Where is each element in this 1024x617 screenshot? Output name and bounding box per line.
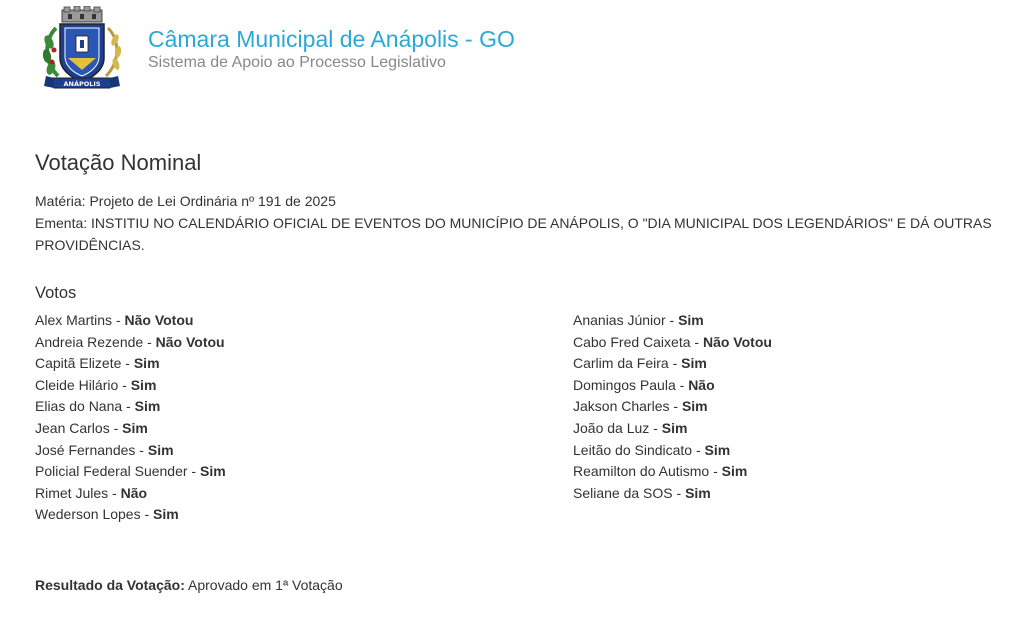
vote-separator: - [122, 398, 135, 415]
vote-separator: - [140, 506, 154, 523]
vote-item [573, 375, 1003, 397]
vote-item [573, 461, 1003, 483]
vote-value: Sim [122, 419, 148, 436]
vote-value: Não Votou [155, 333, 225, 350]
brand [148, 26, 515, 72]
coat-of-arms-logo[interactable] [36, 6, 128, 94]
voter-name: João da Luz [573, 419, 650, 436]
vote-item [35, 418, 573, 440]
voting-result [35, 575, 1005, 595]
voter-name: Domingos Paula [573, 376, 676, 393]
vote-value: Sim [199, 463, 226, 480]
vote-separator: - [108, 484, 121, 501]
vote-value: Sim [130, 376, 157, 393]
vote-separator: - [690, 333, 703, 350]
vote-value: Sim [153, 506, 179, 523]
vote-item [35, 353, 573, 375]
vote-item [573, 396, 1003, 418]
vote-value: Sim [721, 463, 748, 480]
voter-name: Policial Federal Suender [35, 463, 188, 480]
vote-separator: - [675, 376, 689, 393]
vote-item [35, 483, 573, 505]
site-header [36, 6, 128, 94]
vote-separator: - [143, 333, 156, 350]
vote-value: Sim [681, 398, 708, 415]
vote-item [35, 504, 573, 526]
vote-item [35, 310, 573, 332]
voter-name: Cabo Fred Caixeta [573, 333, 691, 350]
vote-item [573, 332, 1003, 354]
voter-name: Seliane da SOS [573, 484, 673, 501]
vote-separator: - [672, 484, 686, 501]
vote-value: Não Votou [702, 333, 772, 350]
voter-name: Rimet Jules [35, 484, 109, 501]
voter-name: Alex Martins [35, 312, 113, 328]
vote-separator: - [665, 312, 679, 328]
voter-name: Wederson Lopes [35, 506, 141, 523]
coat-of-arms-icon [36, 6, 128, 94]
site-title[interactable]: Câmara Municipal de Anápolis - GO [148, 26, 515, 52]
vote-value: Não Votou [124, 312, 194, 328]
vote-value: Sim [661, 419, 688, 436]
vote-item [35, 461, 573, 483]
vote-item [573, 440, 1003, 462]
vote-separator: - [187, 463, 200, 480]
voter-name: Carlim da Feira [573, 355, 669, 372]
voter-name: Capitã Elizete [35, 355, 122, 372]
voter-name: Ananias Júnior [573, 312, 666, 328]
vote-item [35, 332, 573, 354]
vote-separator: - [109, 419, 123, 436]
vote-separator: - [649, 419, 662, 436]
vote-item [573, 353, 1003, 375]
voter-name: Reamilton do Autismo [573, 463, 710, 480]
vote-value: Sim [678, 312, 704, 328]
result-value: Aprovado em 1ª Votação [188, 576, 343, 593]
voter-name: Jakson Charles [573, 398, 670, 415]
votes-column-left [35, 310, 573, 526]
vote-separator: - [709, 463, 722, 480]
vote-value: Sim [685, 484, 711, 501]
vote-separator: - [118, 376, 131, 393]
vote-value: Sim [134, 398, 161, 415]
main-content [35, 150, 1005, 595]
result-label: Resultado da Votação: [35, 576, 185, 593]
vote-separator: - [112, 312, 125, 328]
voter-name: Leitão do Sindicato [573, 441, 693, 458]
page-title: Votação Nominal [35, 150, 202, 175]
vote-item [573, 483, 1003, 505]
site-subtitle: Sistema de Apoio ao Processo Legislativo [148, 54, 446, 71]
vote-separator: - [135, 441, 148, 458]
vote-value: Não [688, 376, 715, 393]
vote-separator: - [668, 355, 682, 372]
voter-name: José Fernandes [35, 441, 136, 458]
vote-item [35, 396, 573, 418]
voter-name: Cleide Hilário [35, 376, 119, 393]
vote-value: Sim [147, 441, 174, 458]
vote-value: Sim [704, 441, 731, 458]
votes-section-title: Votos [35, 284, 77, 302]
svg-text:ANÁPOLIS: ANÁPOLIS [63, 80, 101, 88]
vote-item [35, 440, 573, 462]
vote-separator: - [121, 355, 134, 372]
vote-separator: - [692, 441, 705, 458]
vote-item [573, 418, 1003, 440]
vote-value: Sim [681, 355, 707, 372]
voter-name: Elias do Nana [35, 398, 123, 415]
materia-text: Matéria: Projeto de Lei Ordinária nº 191 de 2025 [35, 193, 336, 209]
ementa-text: Ementa: INSTITIU NO CALENDÁRIO OFICIAL DE EVENTOS DO MUNICÍPIO DE ANÁPOLIS, O "DIA MUNICIPAL DOS LEGENDÁRIOS" E DÁ OUTRAS PROVIDÊNCIAS. [35, 215, 992, 253]
vote-value: Sim [133, 355, 160, 372]
vote-item [573, 310, 1003, 332]
votes-list [35, 310, 1005, 526]
voter-name: Jean Carlos [35, 419, 110, 436]
votes-column-right [573, 310, 1003, 526]
vote-separator: - [669, 398, 682, 415]
vote-value: Não [120, 484, 148, 501]
vote-item [35, 375, 573, 397]
voter-name: Andreia Rezende [35, 333, 144, 350]
